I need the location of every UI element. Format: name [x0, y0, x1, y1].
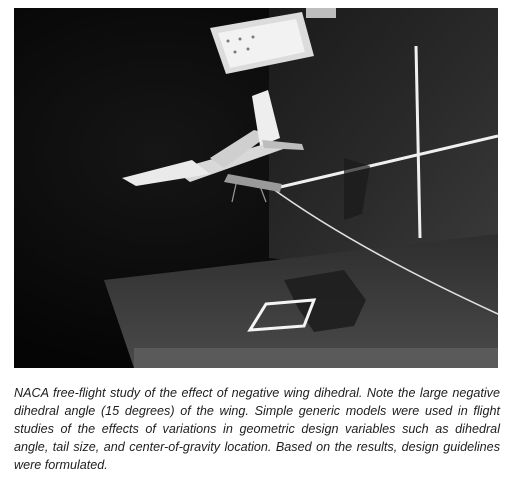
light-dot	[247, 48, 250, 51]
photo-figure	[14, 8, 498, 368]
wind-tunnel-photo	[14, 8, 498, 368]
light-dot	[227, 40, 230, 43]
ceiling-frame	[306, 8, 336, 18]
floor-edge	[134, 348, 498, 368]
light-dot	[252, 36, 255, 39]
light-dot	[234, 51, 237, 54]
figure-caption: NACA free-flight study of the effect of negative wing dihedral. Note the large negative dihedral angle (15 degrees) of the wing. Simple generic models were used in flight studies of the effects of variations in geometric design variables such as dihedral angle, tail size, and center-of-gravity location. Based on the results, design guidelines were formulated.	[14, 386, 500, 472]
light-dot	[239, 38, 242, 41]
